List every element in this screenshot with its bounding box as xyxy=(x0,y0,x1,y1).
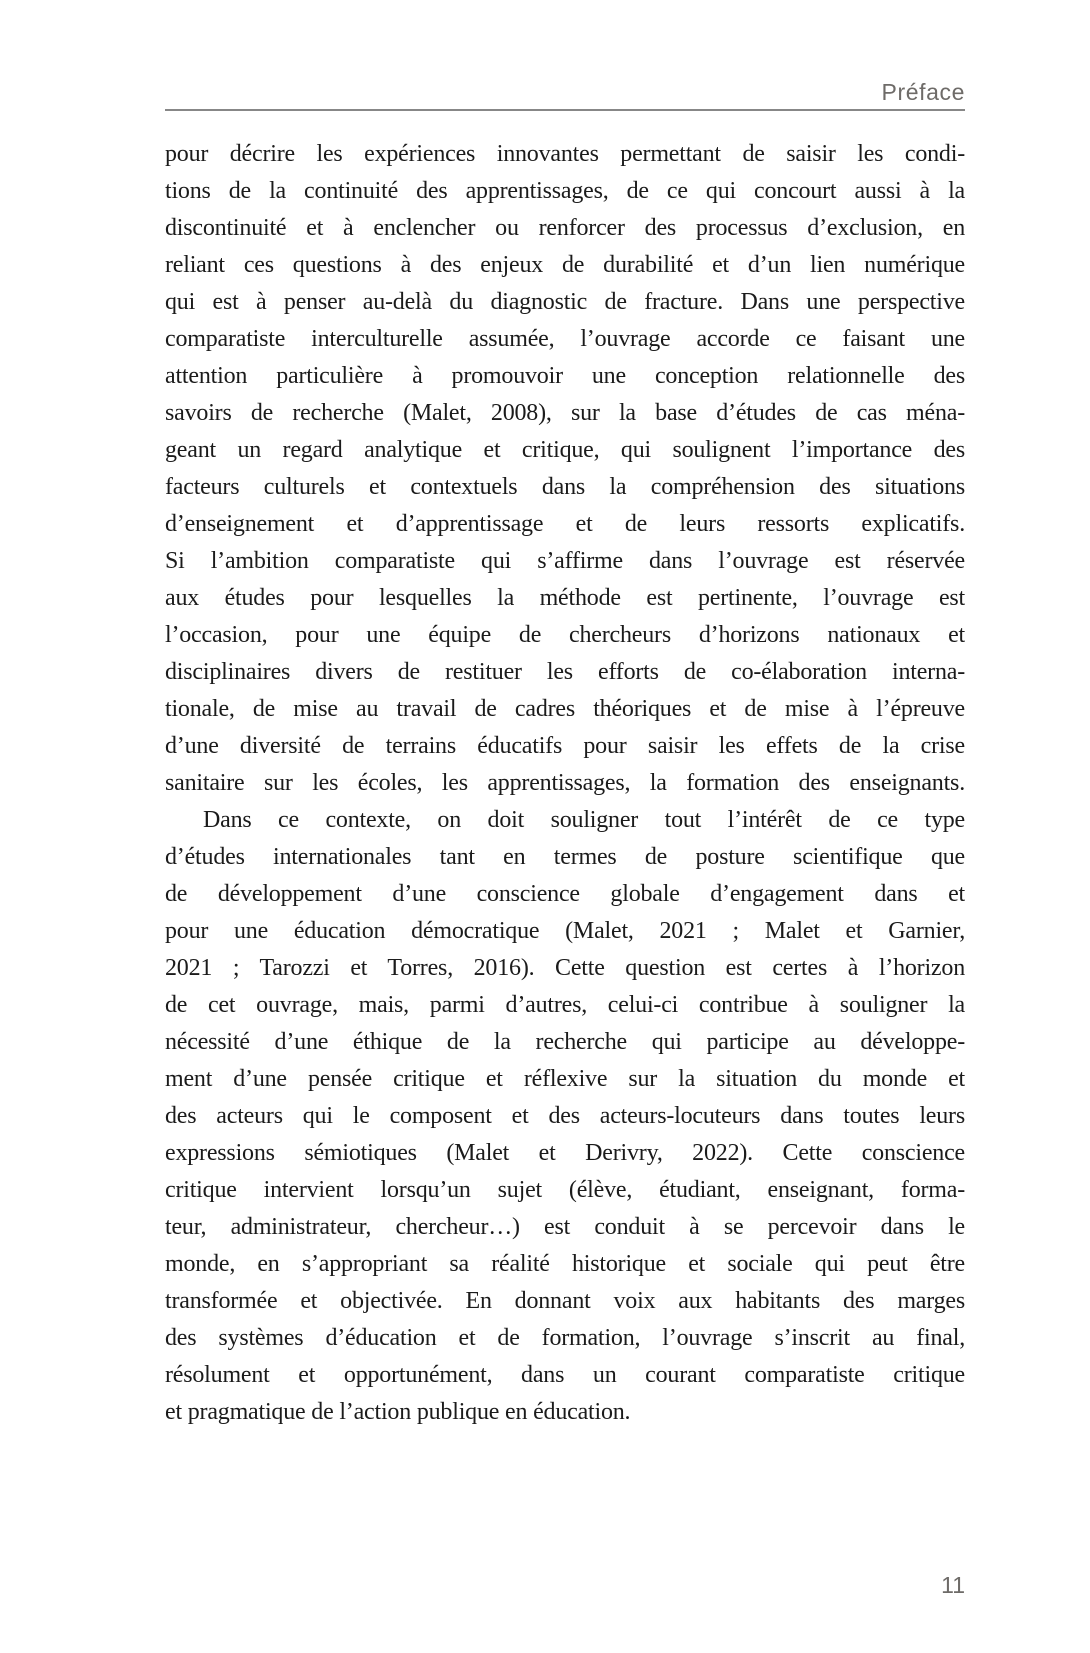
text-line: 2021 ; Tarozzi et Torres, 2016). Cette question est certes à l’horizon xyxy=(165,955,965,981)
text-line: d’enseignement et d’apprentissage et de leurs ressorts explicatifs. xyxy=(165,511,965,537)
text-line: des acteurs qui le composent et des acteurs-locuteurs dans toutes leurs xyxy=(165,1103,965,1129)
text-line: sanitaire sur les écoles, les apprentissages, la formation des enseignants. xyxy=(165,770,965,796)
text-line: de développement d’une conscience globale d’engagement dans et xyxy=(165,881,965,907)
text-line: geant un regard analytique et critique, qui soulignent l’importance des xyxy=(165,437,965,463)
text-line: savoirs de recherche (Malet, 2008), sur la base d’études de cas ména- xyxy=(165,400,965,426)
text-line: attention particulière à promouvoir une conception relationnelle des xyxy=(165,363,965,389)
text-line: nécessité d’une éthique de la recherche qui participe au développe- xyxy=(165,1029,965,1055)
text-line: expressions sémiotiques (Malet et Derivry, 2022). Cette conscience xyxy=(165,1140,965,1166)
page-number: 11 xyxy=(941,1572,965,1598)
text-line: de cet ouvrage, mais, parmi d’autres, celui-ci contribue à souligner la xyxy=(165,992,965,1018)
text-line: des systèmes d’éducation et de formation, l’ouvrage s’inscrit au final, xyxy=(165,1325,965,1351)
text-line: qui est à penser au-delà du diagnostic de fracture. Dans une perspective xyxy=(165,289,965,315)
text-line: monde, en s’appropriant sa réalité historique et sociale qui peut être xyxy=(165,1251,965,1277)
text-line: pour une éducation démocratique (Malet, 2021 ; Malet et Garnier, xyxy=(165,918,965,944)
text-line: tions de la continuité des apprentissages, de ce qui concourt aussi à la xyxy=(165,178,965,204)
text-line: d’une diversité de terrains éducatifs pour saisir les effets de la crise xyxy=(165,733,965,759)
text-line: l’occasion, pour une équipe de chercheurs d’horizons nationaux et xyxy=(165,622,965,648)
body-text xyxy=(165,136,965,1431)
text-line: Dans ce contexte, on doit souligner tout l’intérêt de ce type xyxy=(203,807,965,833)
text-line: Si l’ambition comparatiste qui s’affirme dans l’ouvrage est réservée xyxy=(165,548,965,574)
text-line: aux études pour lesquelles la méthode est pertinente, l’ouvrage est xyxy=(165,585,965,611)
text-line: résolument et opportunément, dans un courant comparatiste critique xyxy=(165,1362,965,1388)
text-line: facteurs culturels et contextuels dans la compréhension des situations xyxy=(165,474,965,500)
text-line: comparatiste interculturelle assumée, l’ouvrage accorde ce faisant une xyxy=(165,326,965,352)
header-rule xyxy=(165,109,965,111)
running-head: Préface xyxy=(881,79,965,105)
text-line: d’études internationales tant en termes de posture scientifique que xyxy=(165,844,965,870)
text-line: pour décrire les expériences innovantes permettant de saisir les condi- xyxy=(165,141,965,167)
text-line: ment d’une pensée critique et réflexive sur la situation du monde et xyxy=(165,1066,965,1092)
text-line: discontinuité et à enclencher ou renforcer des processus d’exclusion, en xyxy=(165,215,965,241)
text-line: reliant ces questions à des enjeux de durabilité et d’un lien numérique xyxy=(165,252,965,278)
text-line: disciplinaires divers de restituer les efforts de co-élaboration interna- xyxy=(165,659,965,685)
text-line: et pragmatique de l’action publique en éducation. xyxy=(165,1399,631,1425)
text-line: teur, administrateur, chercheur…) est conduit à se percevoir dans le xyxy=(165,1214,965,1240)
text-line: critique intervient lorsqu’un sujet (élève, étudiant, enseignant, forma- xyxy=(165,1177,965,1203)
text-line: transformée et objectivée. En donnant voix aux habitants des marges xyxy=(165,1288,965,1314)
text-line: tionale, de mise au travail de cadres théoriques et de mise à l’épreuve xyxy=(165,696,965,722)
